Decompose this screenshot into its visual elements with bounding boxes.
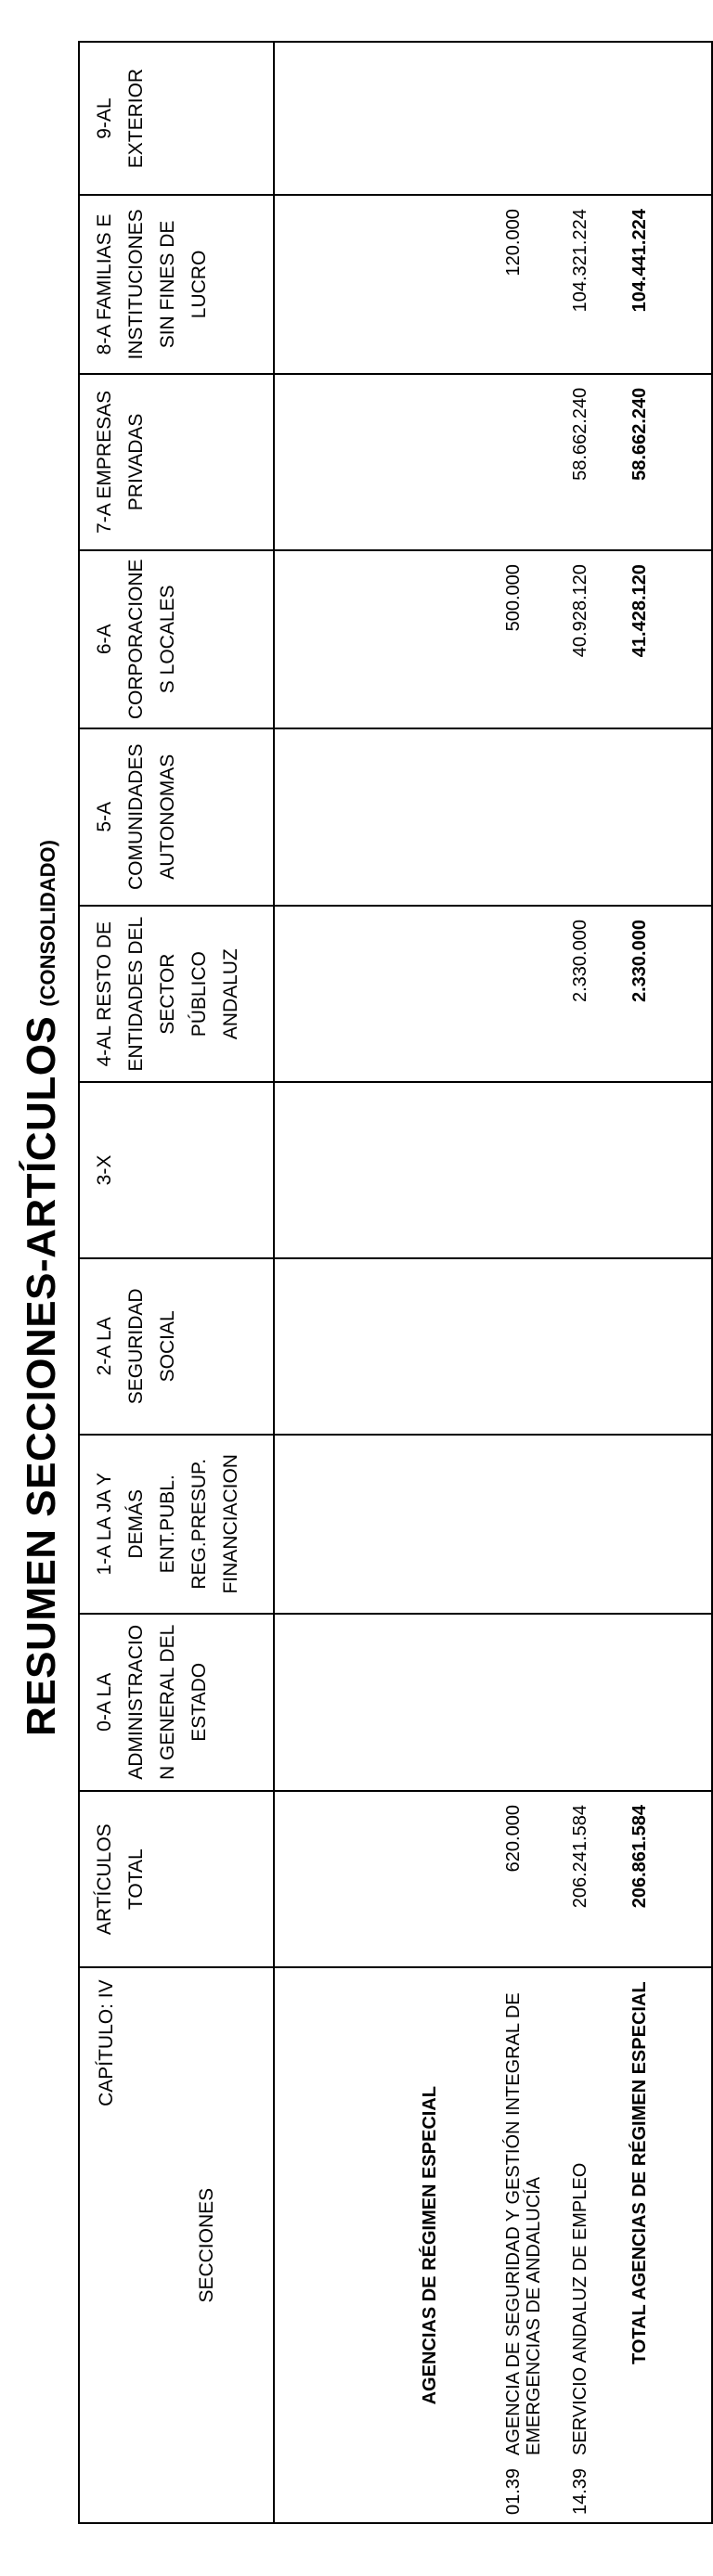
- body-row: [274, 42, 712, 2523]
- column-header: 6-A CORPORACIONE S LOCALES: [79, 550, 274, 728]
- value-cell: [274, 906, 712, 1082]
- total-label: TOTAL AGENCIAS DE RÉGIMEN ESPECIAL: [629, 1981, 650, 2365]
- section-name: SERVICIO ANDALUZ DE EMPLEO: [570, 2162, 590, 2455]
- section-code: 01.39: [503, 2467, 524, 2515]
- row-value: 58.662.240: [570, 387, 590, 481]
- value-cell: [274, 1258, 712, 1435]
- row-value: 206.241.584: [570, 1805, 590, 1909]
- column-header: ARTÍCULOS TOTAL: [79, 1791, 274, 1967]
- subtitle-text: (CONSOLIDADO): [36, 840, 59, 1007]
- value-cell: [274, 1791, 712, 1967]
- column-header: 7-A EMPRESAS PRIVADAS: [79, 374, 274, 550]
- value-cell: [274, 195, 712, 374]
- page-title: [19, 0, 65, 2576]
- header-row: [79, 42, 274, 2523]
- column-header: 9-AL EXTERIOR: [79, 42, 274, 195]
- section-name: AGENCIA DE SEGURIDAD Y GESTIÓN INTEGRAL DE EMERGENCIAS DE ANDALUCÍA: [503, 1992, 544, 2455]
- column-header: 4-AL RESTO DE ENTIDADES DEL SECTOR PÚBLICO ANDALUZ: [79, 906, 274, 1082]
- row-value: 620.000: [503, 1805, 524, 1873]
- sections-body-cell: [274, 1967, 712, 2523]
- column-header: 1-A LA JA Y DEMÁS ENT.PUBL. REG.PRESUP. FINANCIACION: [79, 1435, 274, 1614]
- row-value: 500.000: [503, 564, 524, 632]
- total-value: 206.861.584: [629, 1805, 650, 1909]
- value-cell: [274, 374, 712, 550]
- value-cell: [274, 550, 712, 728]
- header-sections-cell: [79, 1967, 274, 2523]
- value-cell: [274, 1614, 712, 1791]
- value-cell: [274, 1435, 712, 1614]
- row-value: 2.330.000: [570, 920, 590, 1002]
- total-value: 58.662.240: [629, 387, 650, 481]
- total-value: 41.428.120: [629, 564, 650, 658]
- row-value: 120.000: [503, 209, 524, 277]
- value-cell: [274, 1082, 712, 1257]
- title-text: RESUMEN SECCIONES-ARTÍCULOS: [19, 1015, 64, 1736]
- column-header: 5-A COMUNIDADES AUTONOMAS: [79, 728, 274, 906]
- summary-table: [78, 41, 713, 2524]
- section-code: 14.39: [570, 2467, 590, 2515]
- value-cell: [274, 42, 712, 195]
- group-title: AGENCIAS DE RÉGIMEN ESPECIAL: [420, 2086, 440, 2405]
- row-value: 104.321.224: [570, 209, 590, 313]
- total-value: 104.441.224: [629, 209, 650, 313]
- column-header: 8-A FAMILIAS E INSTITUCIONES SIN FINES DE LUCRO: [79, 195, 274, 374]
- sections-label: SECCIONES: [196, 2187, 217, 2303]
- chapter-label: CAPÍTULO: IV: [96, 1979, 117, 2106]
- column-header: 3-X: [79, 1082, 274, 1257]
- value-cell: [274, 728, 712, 906]
- column-header: 0-A LA ADMINISTRACIO N GENERAL DEL ESTADO: [79, 1614, 274, 1791]
- column-header: 2-A LA SEGURIDAD SOCIAL: [79, 1258, 274, 1435]
- row-value: 40.928.120: [570, 564, 590, 658]
- total-value: 2.330.000: [629, 920, 650, 1002]
